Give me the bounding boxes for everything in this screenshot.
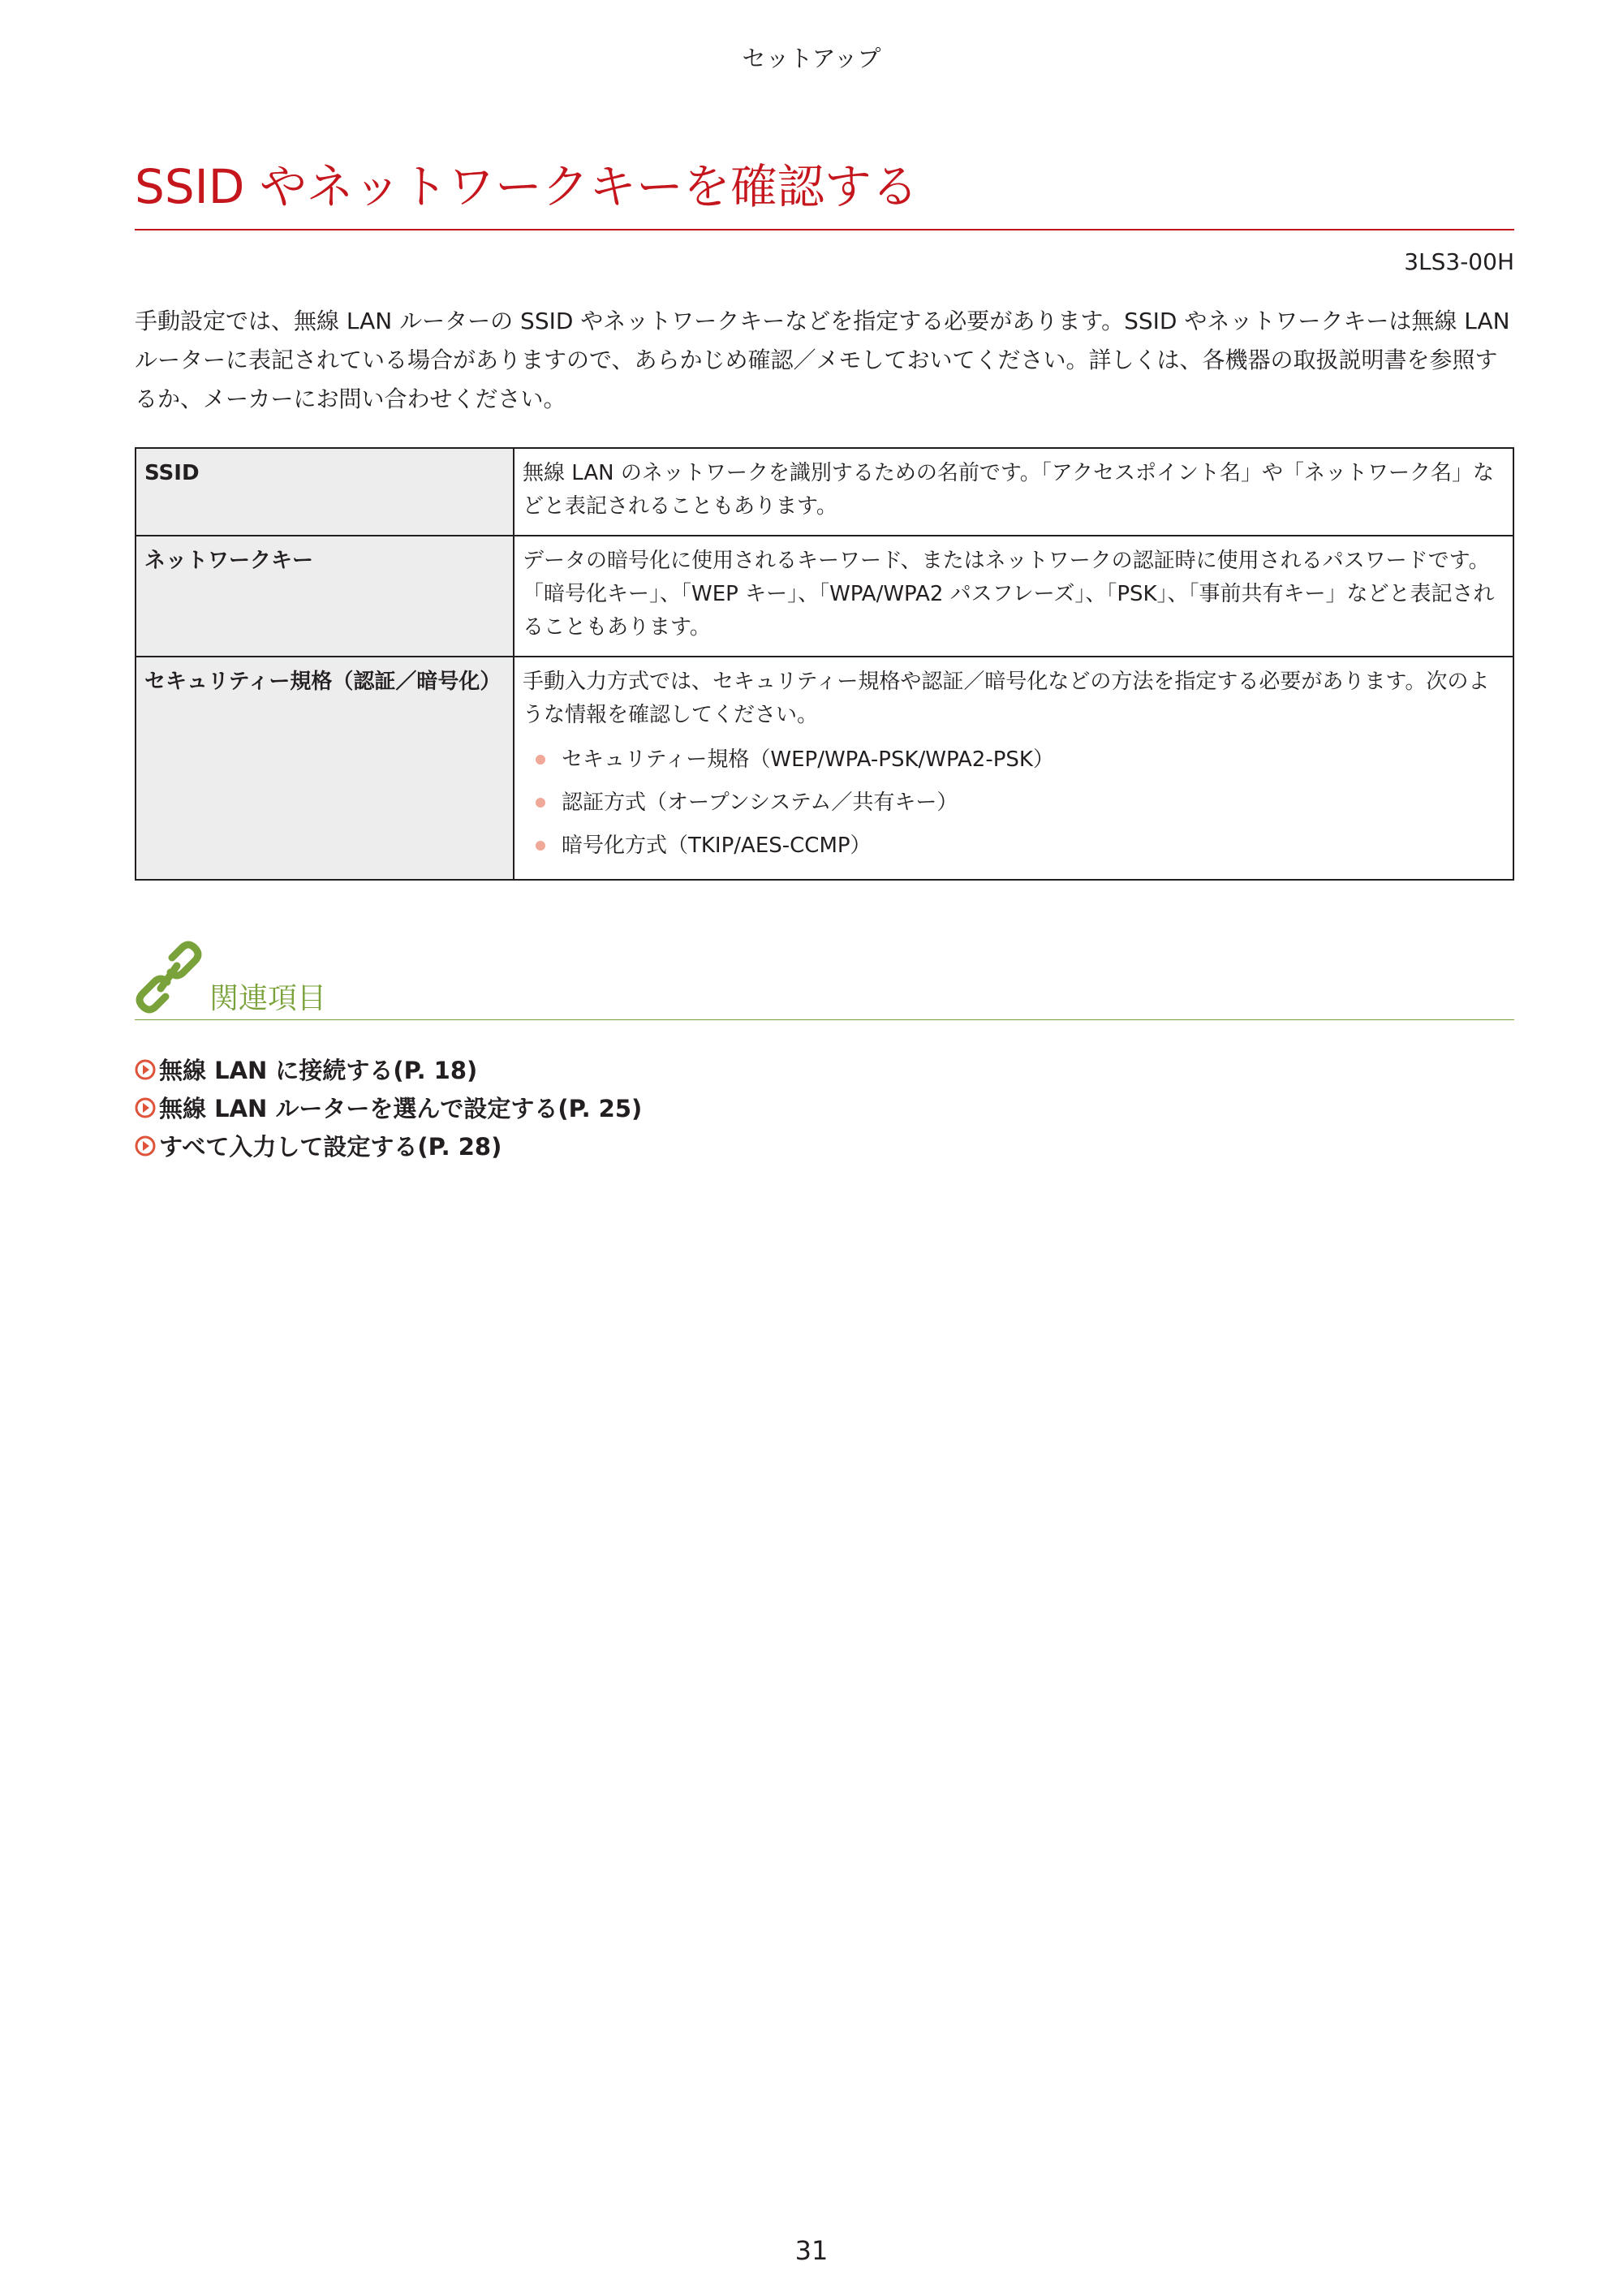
related-link-label[interactable]: 無線 LAN に接続する(P. 18) — [159, 1057, 478, 1084]
related-section — [135, 940, 1514, 1021]
related-divider — [135, 1019, 1514, 1020]
page-title: SSID やネットワークキーを確認する — [135, 159, 919, 214]
running-header: セットアップ — [742, 45, 881, 72]
list-item — [523, 782, 1505, 825]
row-key-ssid: SSID — [136, 448, 514, 536]
row-value-ssid: 無線 LAN のネットワークを識別するための名前です。「アクセスポイント名」や「ネットワーク名」などと表記されることもあります。 — [514, 448, 1513, 536]
document-code: 3LS3-00H — [1404, 248, 1514, 275]
list-item-text: 暗号化方式（TKIP/AES-CCMP） — [562, 834, 872, 858]
security-description: 手動入力方式では、セキュリティー規格や認証／暗号化などの方法を指定する必要があります。次のような情報を確認してください。 — [523, 670, 1490, 727]
row-value-security — [514, 657, 1513, 880]
related-link[interactable] — [135, 1126, 1514, 1165]
list-item — [523, 739, 1505, 782]
page-number: 31 — [794, 2235, 829, 2266]
bullet-icon — [536, 798, 545, 808]
table-row — [136, 536, 1513, 657]
list-item — [523, 825, 1505, 868]
arrow-right-icon — [135, 1059, 156, 1080]
link-chain-icon — [135, 940, 203, 1014]
related-link-label[interactable]: すべて入力して設定する(P. 28) — [159, 1133, 502, 1161]
table-row — [136, 448, 1513, 536]
row-key-network-key: ネットワークキー — [136, 536, 514, 657]
arrow-right-icon — [135, 1135, 156, 1157]
bullet-icon — [536, 841, 545, 851]
list-item-text: セキュリティー規格（WEP/WPA-PSK/WPA2-PSK） — [562, 747, 1054, 772]
title-underline — [135, 229, 1514, 230]
related-link[interactable] — [135, 1088, 1514, 1126]
related-link[interactable] — [135, 1050, 1514, 1088]
arrow-right-icon — [135, 1097, 156, 1118]
intro-paragraph: 手動設定では、無線 LAN ルーターの SSID やネットワークキーなどを指定する必要があります。SSID やネットワークキーは無線 LAN ルーターに表記されている場合がありますので、あらかじめ確認／メモしておいてください。詳しくは、各機器の取扱説明書を参照するか、メーカーにお問い合わせください。 — [135, 308, 1510, 412]
list-item-text: 認証方式（オープンシステム／共有キー） — [562, 790, 958, 815]
row-value-network-key: データの暗号化に使用されるキーワード、またはネットワークの認証時に使用されるパスワードです。「暗号化キー」、「WEP キー」、「WPA/WPA2 パスフレーズ」、「PSK」、「事前共有キー」などと表記されることもあります。 — [514, 536, 1513, 657]
related-links — [135, 1050, 1514, 1165]
related-heading: 関連項目 — [209, 982, 327, 1015]
row-key-security: セキュリティー規格（認証／暗号化） — [136, 657, 514, 880]
bullet-icon — [536, 755, 545, 765]
security-list — [523, 739, 1505, 868]
info-table — [135, 447, 1514, 881]
table-row — [136, 657, 1513, 880]
related-link-label[interactable]: 無線 LAN ルーターを選んで設定する(P. 25) — [159, 1095, 643, 1122]
